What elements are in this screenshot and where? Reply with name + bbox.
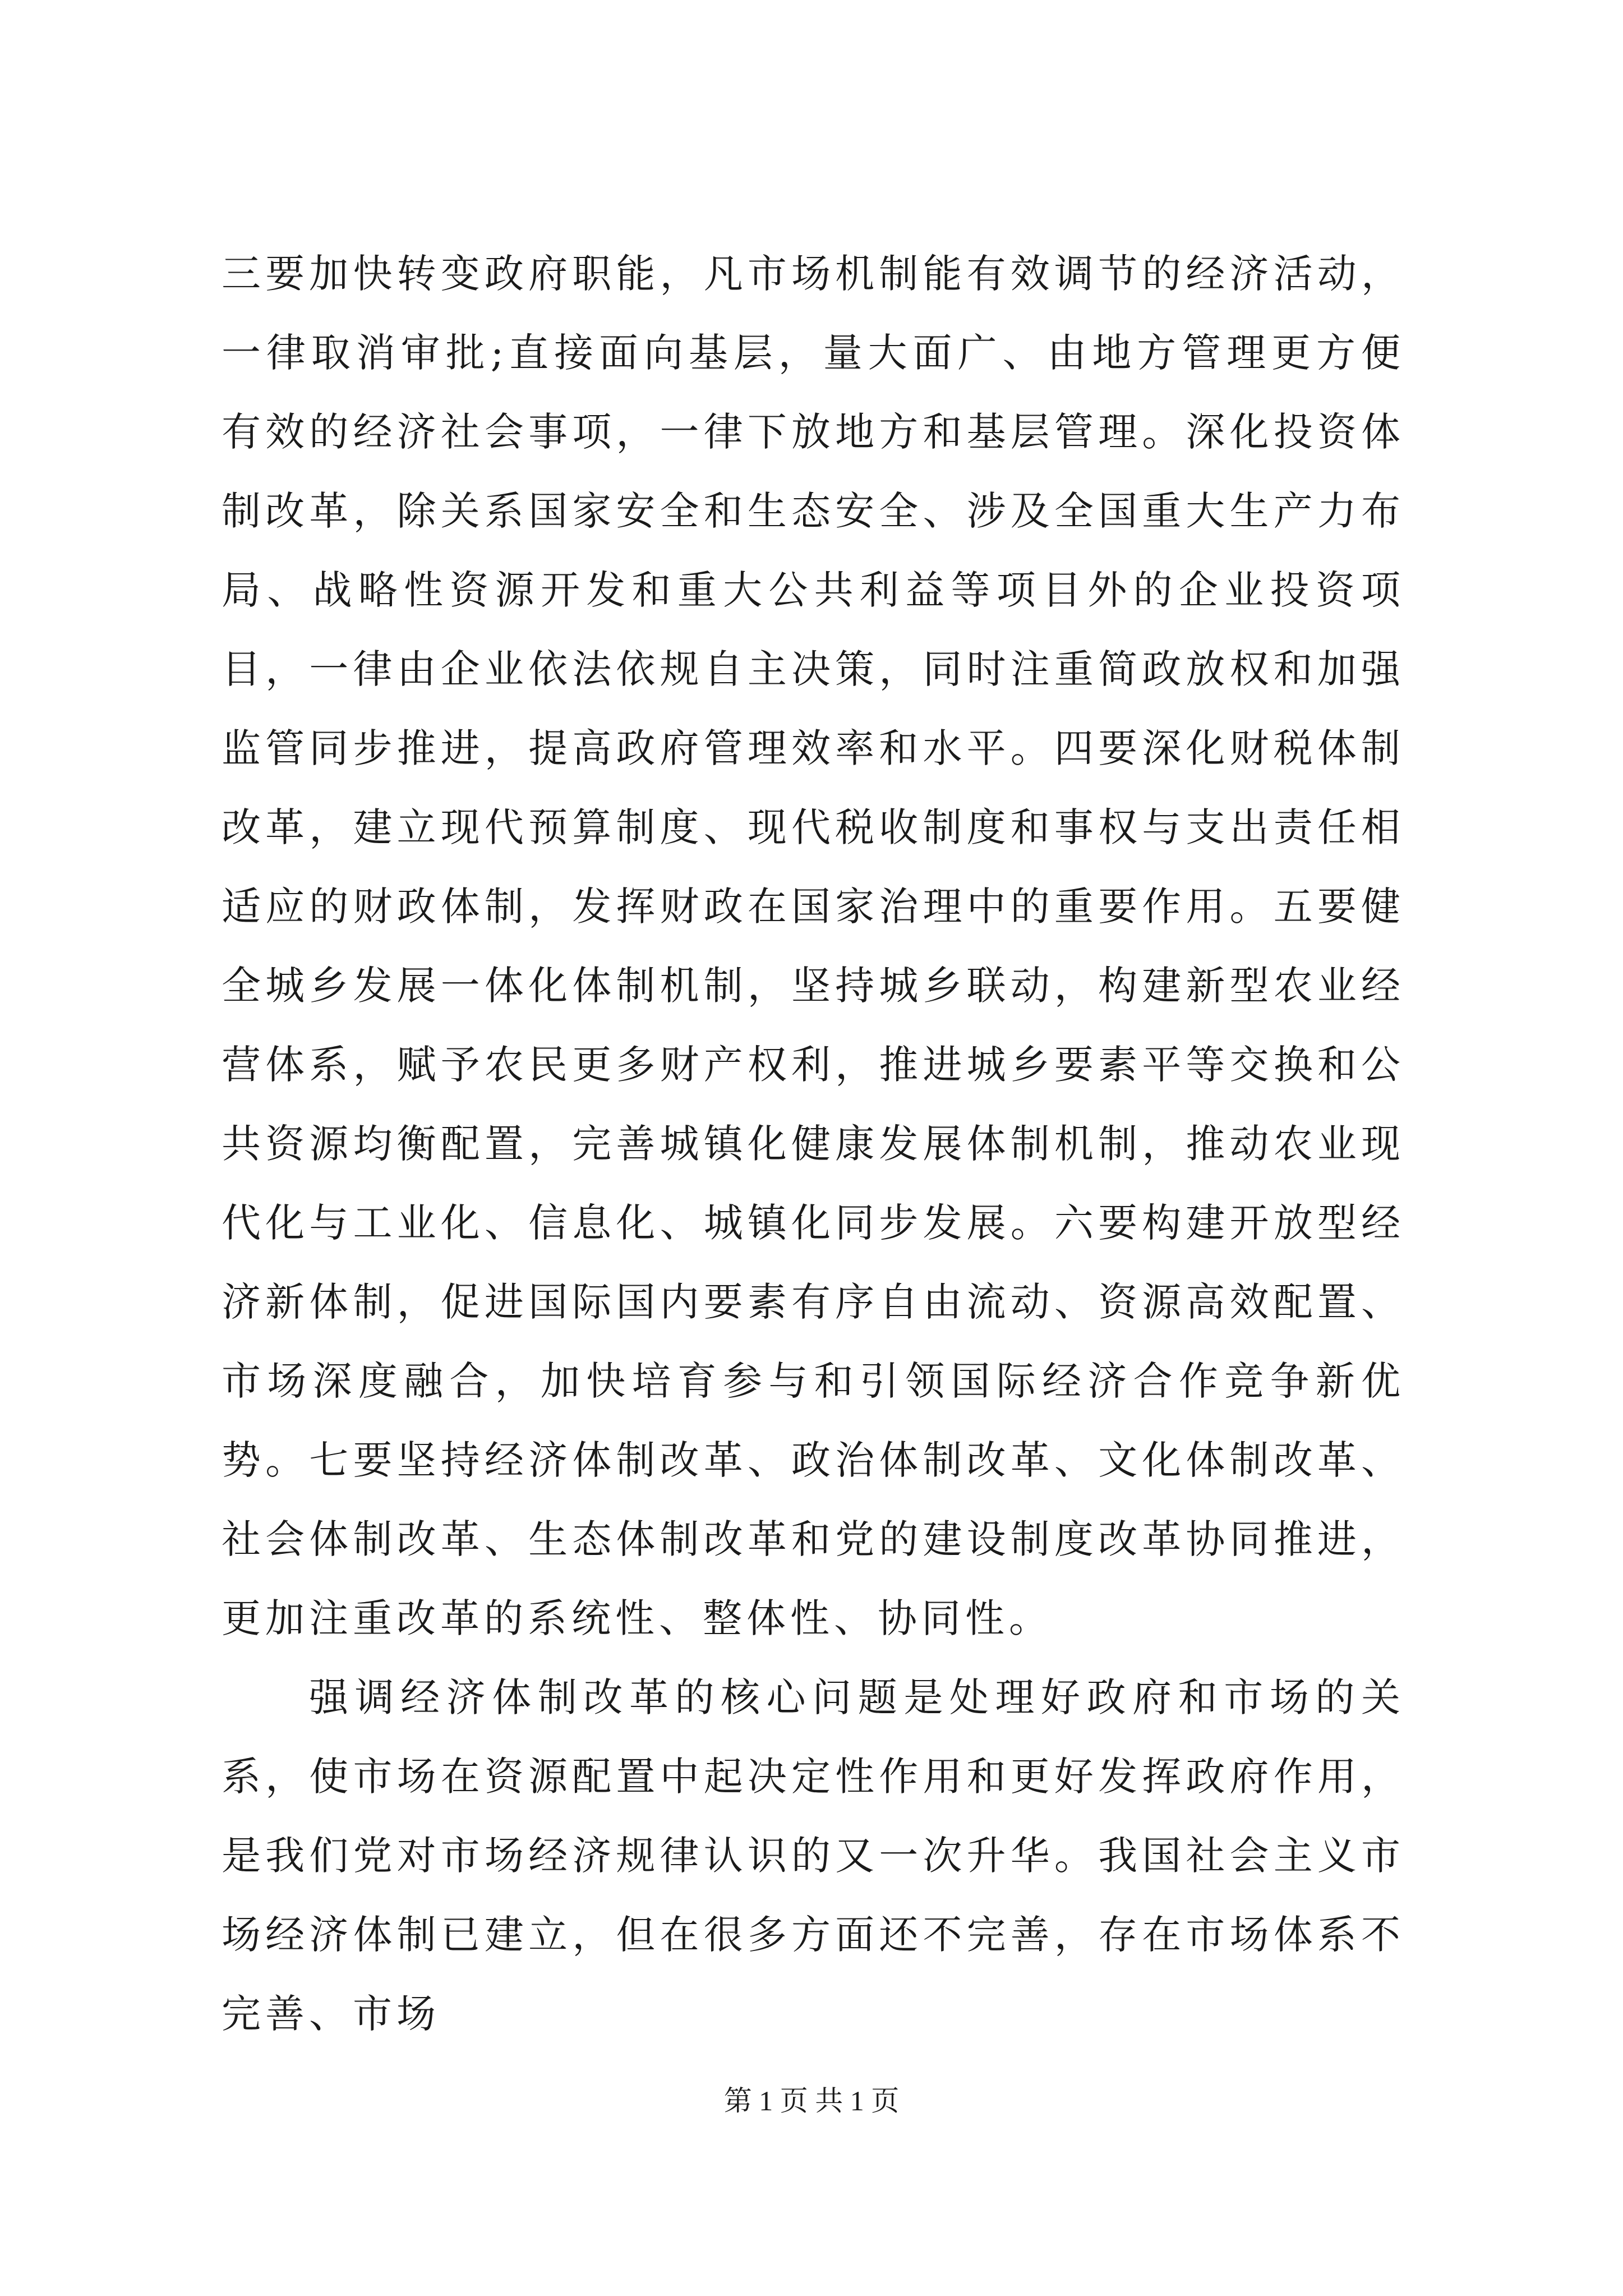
page-footer: 第 1 页 共 1 页 [723,2085,900,2116]
paragraph-2: 强调经济体制改革的核心问题是处理好政府和市场的关系，使市场在资源配置中起决定性作用和更好发挥政府作用，是我们党对市场经济规律认识的又一次升华。我国社会主义市场经济体制已建立，但在很多方面还不完善，存在市场体系不完善、市场 [222,1674,1405,2037]
document-body [222,234,1405,2054]
paragraph-1: 三要加快转变政府职能，凡市场机制能有效调节的经济活动，一律取消审批;直接面向基层，量大面广、由地方管理更方便有效的经济社会事项，一律下放地方和基层管理。深化投资体制改革，除关系国家安全和生态安全、涉及全国重大生产力布局、战略性资源开发和重大公共利益等项目外的企业投资项目，一律由企业依法依规自主决策，同时注重简政放权和加强监管同步推进，提高政府管理效率和水平。四要深化财税体制改革，建立现代预算制度、现代税收制度和事权与支出责任相适应的财政体制，发挥财政在国家治理中的重要作用。五要健全城乡发展一体化体制机制，坚持城乡联动，构建新型农业经营体系，赋予农民更多财产权利，推进城乡要素平等交换和公共资源均衡配置，完善城镇化健康发展体制机制，推动农业现代化与工业化、信息化、城镇化同步发展。六要构建开放型经济新体制，促进国际国内要素有序自由流动、资源高效配置、市场深度融合，加快培育参与和引领国际经济合作竞争新优势。七要坚持经济体制改革、政治体制改革、文化体制改革、社会体制改革、生态体制改革和党的建设制度改革协同推进，更加注重改革的系统性、整体性、协同性。 [222,251,1405,1641]
